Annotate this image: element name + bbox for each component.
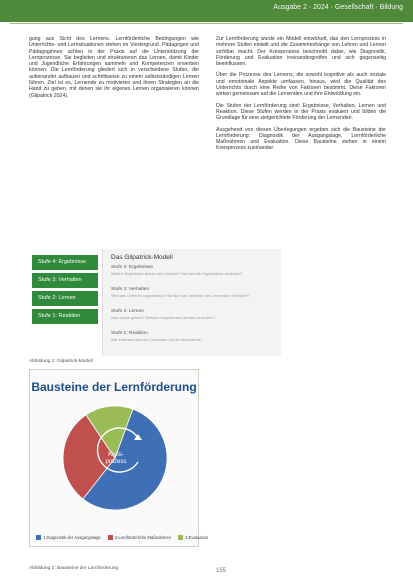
model-item-label: Stufe 1: Reaktion bbox=[111, 331, 148, 336]
page-number: 155 bbox=[216, 568, 227, 574]
legend-swatch bbox=[108, 535, 113, 540]
figure-gilpatrick-model bbox=[29, 249, 280, 356]
header-text: Ausgabe 2 · 2024 · Gesellschaft · Bildung bbox=[273, 4, 403, 11]
model-item-desc: Wie zufrieden sind die Lernenden mit der Maßnahme? bbox=[111, 338, 203, 342]
model-item-label: Stufe 3: Verhalten bbox=[111, 287, 150, 292]
center-label-1: Kreis- bbox=[108, 452, 124, 458]
model-item-label: Stufe 4: Ergebnisse bbox=[111, 265, 153, 270]
legend-swatch bbox=[178, 535, 183, 540]
model-item-desc: Welche Ergebnisse lassen sich erzielen? Hat sich die Organisation verändert? bbox=[111, 272, 243, 276]
pie-chart bbox=[50, 400, 180, 520]
model-item-desc: Wird das Gelernte angewendet? Hat sich das Verhalten der Lernenden verändert? bbox=[111, 294, 250, 298]
figure-learning-blocks bbox=[29, 369, 209, 547]
right-paragraph: Zur Lernförderung wurde ein Modell entwickelt, das den Lernprozess in mehrere Stufen einteilt und die Zusammenhänge von Lehren und Lernen sichtbar macht. Der Kreisprozess beschreibt dabei, wie Diagnostik, Förderung und Evaluation ineinandergreifen und sich gegenseitig beeinflussen. bbox=[216, 36, 386, 68]
left-column bbox=[29, 36, 199, 104]
stage-2-box: Stufe 2: Lernen bbox=[32, 291, 98, 306]
header-rule bbox=[10, 23, 403, 24]
right-column bbox=[216, 36, 386, 157]
center-label-2: prozess bbox=[105, 459, 127, 465]
right-paragraph: Die Stufen der Lernförderung sind: Ergebnisse, Verhalten, Lernen und Reaktion. Diese Stufen werden in der Praxis evaluiert und bilden die Grundlage für eine zielgerichtete Förderung der Lernenden. bbox=[216, 102, 386, 122]
left-paragraph: gung aus Sicht des Lernens. Lernförderliche Bedingungen wie Unterrichts- und Lernsituationen stehen im Vordergrund. Pädagogen und Pädagoginnen achten in der Praxis auf die Unterstützung der Lernprozesse. Sie begleiten und strukturieren das Lernen, damit Kinder und Jugendliche Erfahrungen sammeln und Kompetenzen erwerben können. Die Lernförderung gliedert sich in verschiedene Stufen, die aufeinander aufbauen und schrittweise zu einem selbstständigen Lernen führen. Ziel ist es, Lernende zu motivieren und ihnen Strategien an die Hand zu geben, mit denen sie ihr eigenes Lernen organisieren können (Gilpatrick 2024). bbox=[29, 36, 199, 99]
right-paragraph: Über die Prozesse des Lernens, die sowohl kognitive als auch soziale und emotionale Aspekte umfassen, hinaus, wird die Qualität des Unterrichts durch eine Reihe von Faktoren bestimmt. Diese Faktoren wirken gemeinsam auf die Lernenden und ihre Entwicklung ein. bbox=[216, 72, 386, 98]
stage-list bbox=[29, 249, 102, 356]
stage-1-box: Stufe 1: Reaktion bbox=[32, 309, 98, 324]
right-paragraph: Ausgehend von diesen Überlegungen ergeben sich die Bausteine der Lernförderung: Diagnostik der Ausgangslage, Lernförderliche Maßnahmen und Evaluation. Diese Bausteine stehen in einem Kreisprozess zueinander. bbox=[216, 126, 386, 152]
model-title: Das Gilpatrick-Modell bbox=[111, 254, 173, 261]
figure-1-caption: Abbildung 1: Gilpatrick-Modell bbox=[29, 359, 93, 364]
legend-label: 1.Diagnostik der Ausgangslage bbox=[43, 534, 101, 540]
stage-3-box: Stufe 3: Verhalten bbox=[32, 273, 98, 288]
legend-label: 3.Evaluation bbox=[185, 534, 209, 540]
model-detail-panel bbox=[102, 249, 281, 356]
model-item-label: Stufe 2: Lernen bbox=[111, 309, 144, 314]
legend-label: 2.Lernförderliche Maßnahmen bbox=[114, 534, 172, 540]
page-header bbox=[0, 0, 413, 22]
figure-2-caption: Abbildung 2: Bausteine der Lernförderung bbox=[29, 566, 119, 571]
chart-legend bbox=[30, 534, 209, 540]
stage-4-box: Stufe 4: Ergebnisse bbox=[32, 255, 98, 270]
model-item-desc: Was wurde gelernt? Welche Kompetenzen wurden erworben? bbox=[111, 316, 216, 320]
chart-title: Bausteine der Lernförderung bbox=[31, 380, 197, 394]
legend-swatch bbox=[36, 535, 41, 540]
